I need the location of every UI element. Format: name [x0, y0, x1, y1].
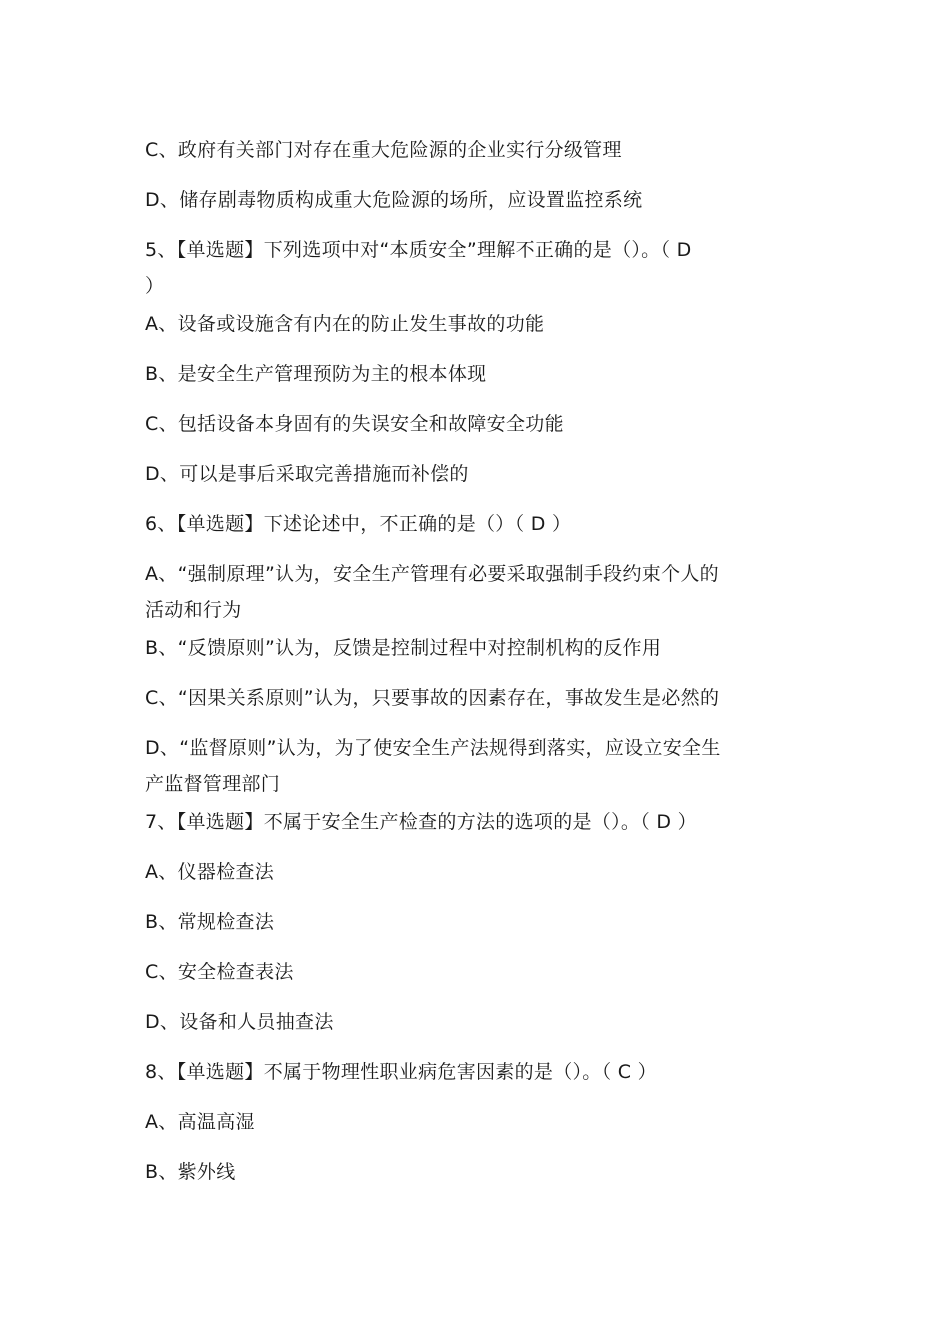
- option-line: C、安全检查表法: [145, 961, 294, 983]
- option-line: B、紫外线: [145, 1161, 236, 1183]
- option-line: B、常规检查法: [145, 911, 275, 933]
- option-line: A、高温高湿: [145, 1111, 255, 1133]
- option-line: C、“因果关系原则”认为，只要事故的因素存在，事故发生是必然的: [145, 687, 720, 709]
- option-line: C、包括设备本身固有的失误安全和故障安全功能: [145, 413, 564, 435]
- option-line: D、储存剧毒物质构成重大危险源的场所，应设置监控系统: [145, 189, 643, 211]
- option-line: D、可以是事后采取完善措施而补偿的: [145, 463, 469, 485]
- option-line-continued: 活动和行为: [145, 599, 242, 621]
- option-line: D、“监督原则”认为，为了使安全生产法规得到落实，应设立安全生: [145, 737, 721, 759]
- question-line-continued: ）: [145, 275, 165, 297]
- question-line: 6、【单选题】下述论述中，不正确的是（）（ D ）: [145, 513, 572, 535]
- option-line: B、“反馈原则”认为，反馈是控制过程中对控制机构的反作用: [145, 637, 662, 659]
- option-line: C、政府有关部门对存在重大危险源的企业实行分级管理: [145, 139, 622, 161]
- question-line: 8、【单选题】不属于物理性职业病危害因素的是（）。（ C ）: [145, 1061, 657, 1083]
- option-line-continued: 产监督管理部门: [145, 773, 281, 795]
- option-line: A、设备或设施含有内在的防止发生事故的功能: [145, 313, 545, 335]
- option-line: A、“强制原理”认为，安全生产管理有必要采取强制手段约束个人的: [145, 563, 719, 585]
- option-line: B、是安全生产管理预防为主的根本体现: [145, 363, 487, 385]
- question-line: 7、【单选题】不属于安全生产检查的方法的选项的是（）。（ D ）: [145, 811, 697, 833]
- question-line: 5、【单选题】下列选项中对“本质安全”理解不正确的是（）。（ D: [145, 239, 692, 261]
- option-line: D、设备和人员抽查法: [145, 1011, 334, 1033]
- option-line: A、仪器检查法: [145, 861, 275, 883]
